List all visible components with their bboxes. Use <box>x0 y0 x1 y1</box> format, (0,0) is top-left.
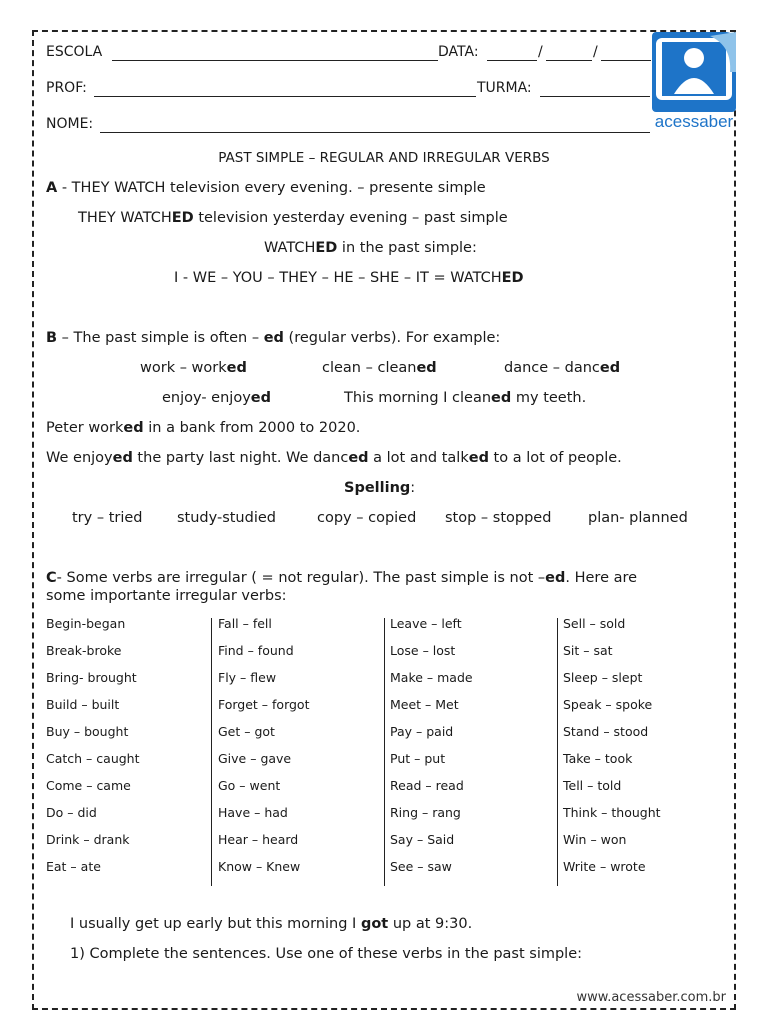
verbs-column-1 <box>46 614 216 884</box>
verb-pair: Put – put <box>390 751 446 766</box>
escola-field[interactable] <box>112 60 438 61</box>
verb-pair: Think – thought <box>563 805 661 820</box>
c1-pre: - Some verbs are irregular ( = not regular). The past simple is not – <box>56 570 546 586</box>
verb-pair: Catch – caught <box>46 751 140 766</box>
a4-pre: I - WE – YOU – THEY – HE – SHE – IT = WATCH <box>174 270 502 286</box>
s1-post: in a bank from 2000 to 2020. <box>143 420 361 436</box>
verb-pair: Take – took <box>563 751 633 766</box>
s1-pre: Peter work <box>46 420 124 436</box>
section-a-line1-text: - THEY WATCH television every evening. – presente simple <box>57 180 486 196</box>
section-c-letter: C <box>46 570 57 586</box>
s2-f: ed <box>468 450 489 466</box>
section-a-letter: A <box>46 180 58 196</box>
section-a-line2 <box>78 210 508 226</box>
verb-pair: Build – built <box>46 697 120 712</box>
footer-url[interactable]: www.acessaber.com.br <box>576 990 726 1005</box>
ex4-bold: ed <box>250 390 271 406</box>
logo-person-icon <box>652 32 736 112</box>
section-c-line2: some importante irregular verbs: <box>46 588 287 604</box>
verb-pair: Fly – flew <box>218 670 277 685</box>
verb-pair: Eat – ate <box>46 859 101 874</box>
verb-pair: Make – made <box>390 670 473 685</box>
b-intro-post: (regular verbs). For example: <box>283 330 501 346</box>
escola-label: ESCOLA <box>46 44 103 60</box>
verb-pair: Have – had <box>218 805 288 820</box>
exercise-instruction: 1) Complete the sentences. Use one of these verbs in the past simple: <box>70 946 583 962</box>
verb-pair: Speak – spoke <box>563 697 653 712</box>
a2-bold: ED <box>171 210 194 226</box>
verb-pair: Give – gave <box>218 751 292 766</box>
data-slash-1: / <box>538 44 543 60</box>
s2-d: ed <box>348 450 369 466</box>
verb-pair: Begin-began <box>46 616 126 631</box>
turma-field[interactable] <box>540 96 650 97</box>
column-divider <box>384 618 385 886</box>
logo-emblem <box>652 32 736 112</box>
ex3-pre: dance – danc <box>504 360 600 376</box>
verb-pair: Sleep – slept <box>563 670 643 685</box>
verb-pair: Lose – lost <box>390 643 456 658</box>
page-title: PAST SIMPLE – REGULAR AND IRREGULAR VERBS <box>218 150 550 166</box>
c1-bold: ed <box>545 570 566 586</box>
data-slash-2: / <box>593 44 598 60</box>
verb-pair: Sit – sat <box>563 643 613 658</box>
ex3-bold: ed <box>599 360 621 376</box>
example-enjoy <box>162 390 271 406</box>
data-month-field[interactable] <box>546 60 592 61</box>
example-dance <box>504 360 620 376</box>
section-b-letter: B <box>46 330 58 346</box>
sentence-party <box>46 450 622 466</box>
c1-post: . Here are <box>565 570 638 586</box>
s2-a: We enjoy <box>46 450 113 466</box>
verb-pair: Win – won <box>563 832 627 847</box>
spelling-label: Spelling <box>344 480 411 496</box>
verb-pair: Hear – heard <box>218 832 299 847</box>
verb-pair: Find – found <box>218 643 294 658</box>
spelling-item: try – tried <box>72 510 143 526</box>
nome-label: NOME: <box>46 116 94 132</box>
s2-g: to a lot of people. <box>488 450 622 466</box>
got-post: up at 9:30. <box>388 916 473 932</box>
data-label: DATA: <box>438 44 479 60</box>
verbs-column-2 <box>218 614 388 884</box>
section-a-line4 <box>174 270 524 286</box>
spelling-item: plan- planned <box>588 510 688 526</box>
got-pre: I usually get up early but this morning I <box>70 916 361 932</box>
got-bold: got <box>360 916 389 932</box>
verb-pair: Stand – stood <box>563 724 649 739</box>
ex4-pre: enjoy- enjoy <box>162 390 251 406</box>
spelling-heading <box>344 480 415 496</box>
spelling-item: copy – copied <box>317 510 417 526</box>
verb-pair: Read – read <box>390 778 464 793</box>
section-c-line1 <box>46 570 722 586</box>
verb-pair: Do – did <box>46 805 97 820</box>
ex1-bold: ed <box>226 360 247 376</box>
verb-pair: Know – Knew <box>218 859 301 874</box>
example-got <box>70 916 472 932</box>
example-clean <box>322 360 437 376</box>
irregular-verbs-table <box>46 614 736 886</box>
logo-text: acessaber <box>654 112 734 131</box>
turma-label: TURMA: <box>477 80 532 96</box>
verbs-column-4 <box>563 614 733 884</box>
column-divider <box>557 618 558 886</box>
acessaber-logo <box>652 32 736 132</box>
verb-pair: Bring- brought <box>46 670 137 685</box>
verb-pair: Get – got <box>218 724 275 739</box>
verb-pair: Break-broke <box>46 643 122 658</box>
section-a-line1 <box>46 180 486 196</box>
spelling-item: stop – stopped <box>445 510 552 526</box>
ex2-bold: ed <box>416 360 437 376</box>
a4-bold: ED <box>501 270 524 286</box>
a2-post: television yesterday evening – past simple <box>193 210 508 226</box>
verb-pair: Write – wrote <box>563 859 646 874</box>
verb-pair: Sell – sold <box>563 616 626 631</box>
data-day-field[interactable] <box>487 60 537 61</box>
section-a-line3 <box>264 240 477 256</box>
s1-bold: ed <box>123 420 144 436</box>
verb-pair: Buy – bought <box>46 724 129 739</box>
ex5-bold: ed <box>491 390 512 406</box>
verb-pair: Pay – paid <box>390 724 454 739</box>
verb-pair: Fall – fell <box>218 616 272 631</box>
prof-label: PROF: <box>46 80 87 96</box>
verb-pair: Ring – rang <box>390 805 461 820</box>
section-b-intro <box>46 330 500 346</box>
verb-pair: Leave – left <box>390 616 462 631</box>
prof-field[interactable] <box>94 96 476 97</box>
verb-pair: Come – came <box>46 778 131 793</box>
column-divider <box>211 618 212 886</box>
s2-e: a lot and talk <box>368 450 469 466</box>
sentence-peter <box>46 420 360 436</box>
data-year-field[interactable] <box>601 60 651 61</box>
a3-pre: WATCH <box>264 240 316 256</box>
nome-field[interactable] <box>100 132 650 133</box>
verb-pair: Go – went <box>218 778 281 793</box>
spelling-item: study-studied <box>177 510 276 526</box>
b-intro-bold: ed <box>263 330 284 346</box>
verbs-column-3 <box>390 614 560 884</box>
verb-pair: Meet – Met <box>390 697 459 712</box>
s2-c: the party last night. We danc <box>132 450 349 466</box>
verb-pair: Tell – told <box>563 778 622 793</box>
b-intro-mid: – The past simple is often – <box>57 330 264 346</box>
a2-pre: THEY WATCH <box>78 210 172 226</box>
a3-post: in the past simple: <box>337 240 477 256</box>
spelling-colon: : <box>410 480 416 496</box>
verb-pair: Say – Said <box>390 832 455 847</box>
ex5-pre: This morning I clean <box>344 390 492 406</box>
ex1-pre: work – work <box>140 360 227 376</box>
a3-bold: ED <box>315 240 338 256</box>
ex2-pre: clean – clean <box>322 360 417 376</box>
s2-b: ed <box>112 450 133 466</box>
example-work <box>140 360 247 376</box>
ex5-post: my teeth. <box>511 390 587 406</box>
verb-pair: See – saw <box>390 859 452 874</box>
example-morning <box>344 390 586 406</box>
verb-pair: Drink – drank <box>46 832 130 847</box>
verb-pair: Forget – forgot <box>218 697 310 712</box>
